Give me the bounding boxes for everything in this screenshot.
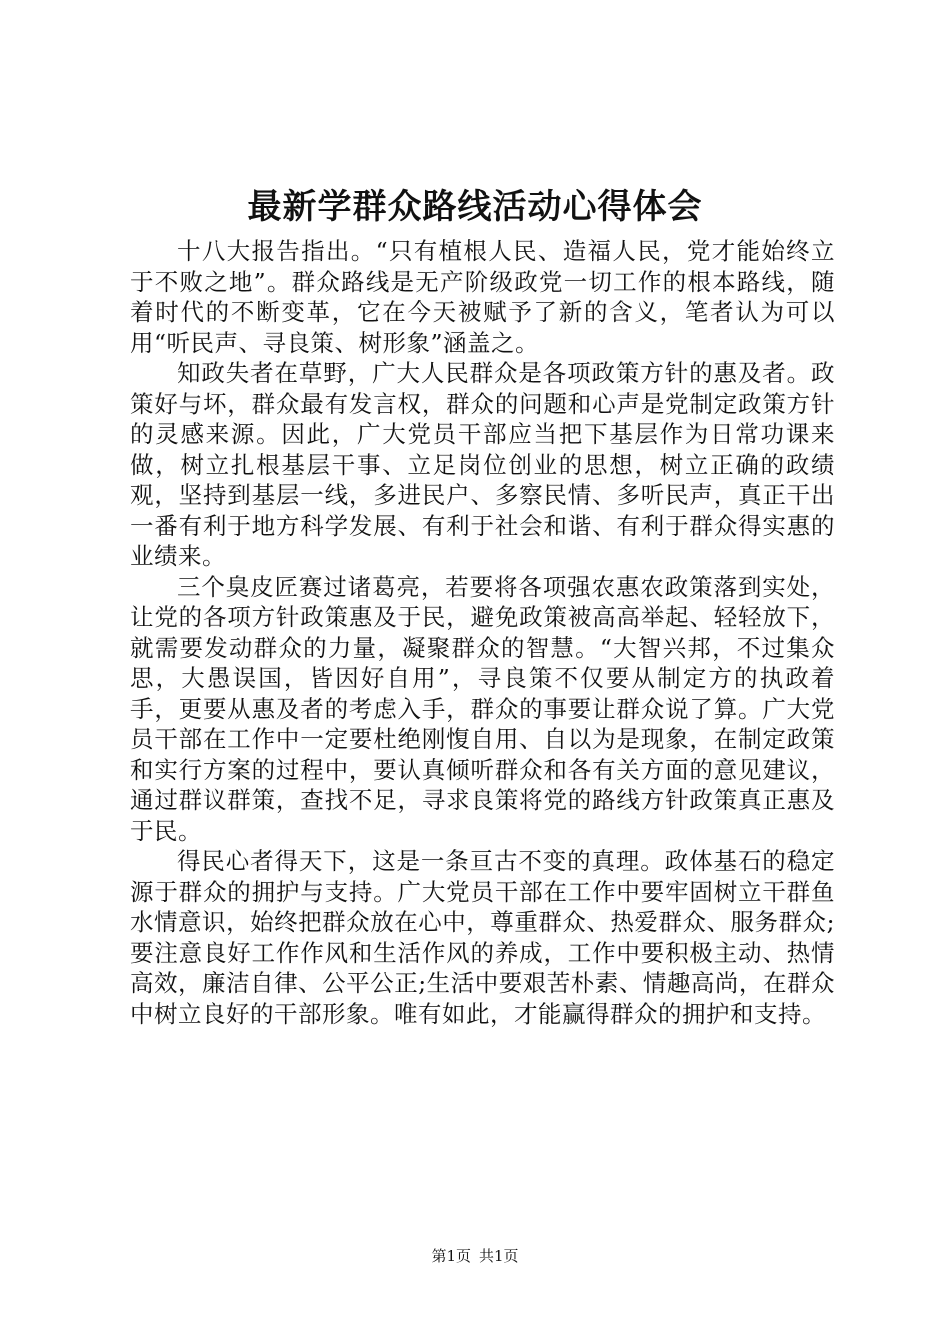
page-total: 共1页	[479, 1247, 519, 1265]
paragraph-3: 三个臭皮匠赛过诸葛亮，若要将各项强农惠农政策落到实处，让党的各项方针政策惠及于民，避免政策被高高举起、轻轻放下，就需要发动群众的力量，凝聚群众的智慧。“大智兴邦，不过集众思，大愚误国，皆因好自用”，寻良策不仅要从制定方的执政着手，更要从惠及者的考虑入手，群众的事要让群众说了算。广大党员干部在工作中一定要杜绝刚愎自用、自以为是现象，在制定政策和实行方案的过程中，要认真倾听群众和各有关方面的意见建议，通过群议群策，查找不足，寻求良策将党的路线方针政策真正惠及于民。	[130, 572, 835, 845]
paragraph-2: 知政失者在草野，广大人民群众是各项政策方针的惠及者。政策好与坏，群众最有发言权，群众的问题和心声是党制定政策方针的灵感来源。因此，广大党员干部应当把下基层作为日常功课来做，树立扎根基层干事、立足岗位创业的思想，树立正确的政绩观，坚持到基层一线，多进民户、多察民情、多听民声，真正干出一番有利于地方科学发展、有利于社会和谐、有利于群众得实惠的业绩来。	[130, 359, 835, 570]
document-title: 最新学群众路线活动心得体会	[247, 187, 703, 227]
paragraph-1: 十八大报告指出。“只有植根人民、造福人民，党才能始终立于不败之地”。群众路线是无产阶级政党一切工作的根本路线，随着时代的不断变革，它在今天被赋予了新的含义，笔者认为可以用“听民声、寻良策、树形象”涵盖之。	[130, 237, 835, 357]
paragraph-4: 得民心者得天下，这是一条亘古不变的真理。政体基石的稳定源于群众的拥护与支持。广大党员干部在工作中要牢固树立干群鱼水情意识，始终把群众放在心中，尊重群众、热爱群众、服务群众;要注意良好工作作风和生活作风的养成，工作中要积极主动、热情高效，廉洁自律、公平公正;生活中要艰苦朴素、情趣高尚，在群众中树立良好的干部形象。唯有如此，才能赢得群众的拥护和支持。	[130, 847, 835, 1028]
document-body	[130, 236, 835, 1029]
page-footer	[0, 1246, 950, 1266]
page-number: 第1页	[431, 1247, 471, 1265]
